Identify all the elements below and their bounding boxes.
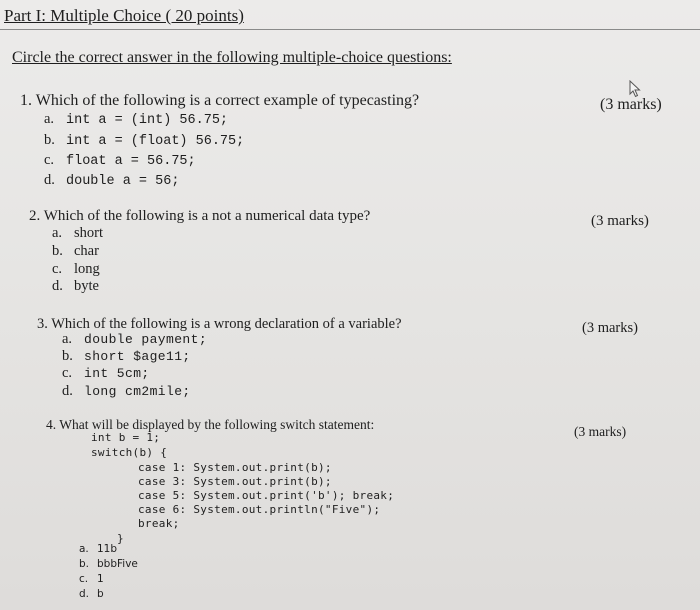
option-letter: b. — [44, 132, 55, 148]
option-letter: d. — [52, 278, 63, 294]
option-text: bbbFive — [97, 558, 138, 570]
part-title: Part I: Multiple Choice ( 20 points) — [4, 6, 244, 25]
option-text: short — [74, 225, 103, 241]
question-2-option-d[interactable] — [52, 278, 99, 295]
code-line: case 1: System.out.print(b); — [138, 461, 332, 474]
question-1-option-a[interactable] — [44, 111, 228, 128]
question-4-text: 4. What will be displayed by the following switch statement: — [46, 417, 375, 432]
question-1-text: 1. Which of the following is a correct example of typecasting? — [20, 92, 420, 109]
question-3-option-d[interactable] — [62, 383, 191, 400]
code-line: break; — [138, 517, 180, 530]
option-letter: c. — [52, 261, 63, 277]
option-text: byte — [74, 278, 99, 294]
code-line: case 5: System.out.print('b'); break; — [138, 489, 395, 502]
question-1-marks: (3 marks) — [600, 96, 662, 113]
option-letter: b. — [52, 243, 63, 259]
question-4-marks: (3 marks) — [574, 424, 627, 439]
question-4-option-a[interactable] — [79, 543, 117, 555]
option-text: int 5cm; — [84, 366, 150, 381]
question-2-marks: (3 marks) — [591, 213, 649, 229]
option-text: double payment; — [84, 332, 208, 347]
question-1-option-b[interactable] — [44, 132, 244, 149]
code-line: case 3: System.out.print(b); — [138, 475, 332, 488]
option-letter: b. — [79, 558, 90, 570]
code-line: } — [117, 532, 124, 545]
question-3-text: 3. Which of the following is a wrong declaration of a variable? — [37, 316, 402, 332]
option-text: 1 — [97, 573, 104, 585]
question-3-marks: (3 marks) — [582, 320, 638, 336]
option-letter: a. — [52, 225, 63, 241]
option-letter: c. — [79, 573, 89, 585]
option-text: char — [74, 243, 99, 259]
option-letter: a. — [62, 331, 73, 347]
question-3-option-a[interactable] — [62, 331, 207, 348]
option-text: double a = 56; — [66, 174, 180, 189]
option-letter: b. — [62, 348, 73, 364]
question-2-text: 2. Which of the following is a not a numerical data type? — [29, 208, 371, 224]
option-text: int a = (float) 56.75; — [66, 134, 245, 149]
question-4-option-d[interactable] — [79, 588, 104, 600]
option-text: long cm2mile; — [84, 384, 191, 399]
question-4-option-c[interactable] — [79, 573, 104, 585]
option-text: float a = 56.75; — [66, 154, 196, 169]
question-3-option-b[interactable] — [62, 348, 191, 365]
option-letter: d. — [62, 383, 73, 399]
question-1-option-c[interactable] — [44, 152, 196, 169]
option-letter: c. — [62, 365, 73, 381]
question-1-option-d[interactable] — [44, 172, 179, 189]
question-2-option-b[interactable] — [52, 243, 99, 260]
option-text: 11b — [97, 543, 118, 555]
option-letter: c. — [44, 152, 55, 168]
option-text: short $age11; — [84, 349, 191, 364]
option-letter: d. — [44, 172, 55, 188]
option-letter: d. — [79, 588, 90, 600]
option-text: long — [74, 261, 100, 277]
option-letter: a. — [44, 111, 55, 127]
code-line: switch(b) { — [91, 446, 168, 459]
header-divider — [0, 29, 700, 30]
option-letter: a. — [79, 543, 89, 555]
question-3-option-c[interactable] — [62, 365, 150, 382]
code-line: int b = 1; — [91, 431, 161, 444]
question-2-option-a[interactable] — [52, 225, 103, 242]
option-text: b — [97, 588, 104, 600]
instructions: Circle the correct answer in the following multiple-choice questions: — [12, 49, 452, 66]
question-2-option-c[interactable] — [52, 261, 100, 278]
option-text: int a = (int) 56.75; — [66, 113, 229, 128]
code-line: case 6: System.out.println("Five"); — [138, 503, 381, 516]
question-4-option-b[interactable] — [79, 558, 138, 570]
